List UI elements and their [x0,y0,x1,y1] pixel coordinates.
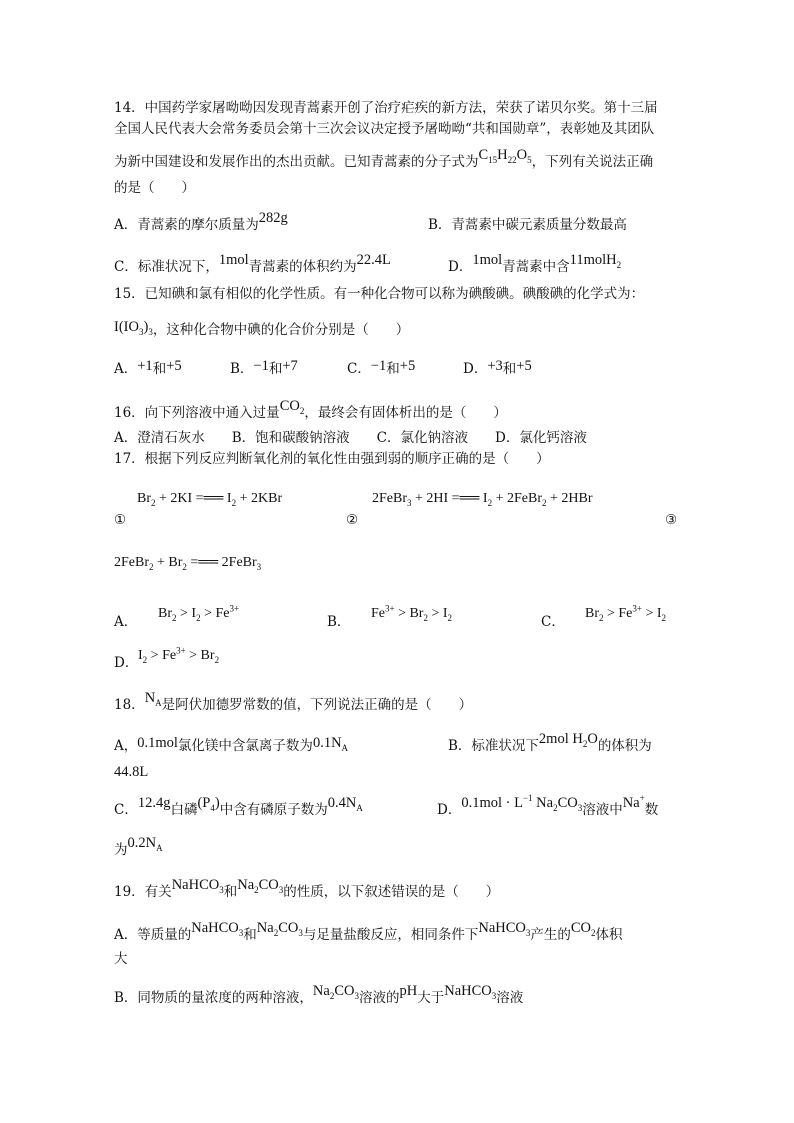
reaction-3: 2FeBr$_2$ + $Br_2$ = ══ 2FeBr$_3$ [114,553,261,573]
q17-option-d: $I_2 > Fe^{3+} > Br_2$ [138,645,220,665]
q15-option-a: A．+1和+5 [114,358,182,377]
q14-line4: 的是（ ） [114,180,195,196]
marker-2: ② [346,512,359,528]
q14-option-b: B．青蒿素中碳元素质量分数最高 [428,217,627,233]
q14-line2: 全国人民代表大会常务委员会第十三次会议决定授予屠呦呦“共和国勋章”，表彰她及其团队 [114,121,655,137]
q18-option-b-line2: 44.8L [114,764,149,780]
q14-option-c: C．标准状况下，1mol青蒿素的体积约为22.4L [114,252,391,275]
q17-option-b: $Fe^{3+} > Br_2 > I_2$ [371,603,453,623]
q14-option-a: A．青蒿素的摩尔质量为282g [114,210,288,233]
q17-option-a-label: A． [114,614,138,630]
q17-option-b-label: B． [327,614,351,630]
q14-option-d: D．1mol青蒿素中含11molH$_2$ [448,252,622,275]
q17-option-d-label: D． [114,655,139,671]
formula-11molh2: 11molH$_2$ [569,252,622,270]
formula-c15h22o5: $C_{15}H_{22}O_5$ [478,147,532,165]
q15-option-b: B．−1和+7 [230,358,298,377]
q19-line1: 19．有关NaHCO$_3$和$Na_2CO_3$的性质，以下叙述错误的是（ ） [114,877,500,900]
q16-line1: 16．向下列溶液中通入过量$CO_2$，最终会有固体析出的是（ ） [114,398,507,421]
q15-line2: $I(IO_3)_3$，这种化合物中碘的化合价分别是（ ） [114,319,410,338]
q18-option-d: D．$0.1mol \cdot L^{-1}$ $Na_2CO_3$溶液中Na+数 [437,793,659,818]
q18-option-a: A，0.1mol氯化镁中含氯离子数为$0.1N_A$ [114,735,349,754]
q15-line1: 15．已知碘和氯有相似的化学性质。有一种化合物可以称为碘酸碘。碘酸碘的化学式为： [114,286,645,302]
q18-option-c: C．12.4g白磷$(P_4)$中含有磷原子数为$0.4N_A$ [114,795,363,818]
reaction-2: 2FeBr$_3$ + 2HI = ══ $I_2$ + 2FeBr$_2$ + 2HBr [372,489,593,509]
symbol-na: $N_A$ [144,690,162,708]
q17-option-c: $Br_2 > Fe^{3+} > I_2$ [585,603,667,623]
q19-option-b: B．同物质的量浓度的两种溶液，$Na_2CO_3$溶液的pH大于NaHCO$_3$溶液 [114,983,524,1006]
q15-option-c: C．−1和+5 [347,358,416,377]
formula-co2: $CO_2$ [279,398,305,416]
q19-option-a: A．等质量的NaHCO$_3$和$Na_2CO_3$与足量盐酸反应，相同条件下NaHCO$_3$产生的$CO_2$体积 [114,920,623,943]
marker-3: ③ [665,512,678,528]
q14-line1: 14．中国药学家屠呦呦因发现青蒿素开创了治疗疟疾的新方法，荣获了诺贝尔奖。第十三届 [114,100,658,116]
q17-option-a: $Br_2 > I_2 > Fe^{3+}$ [158,603,240,623]
formula-i-io3-3: $I(IO_3)_3$ [114,319,153,337]
q14-line3: 为新中国建设和发展作出的杰出贡献。已知青蒿素的分子式为$C_{15}H_{22}O_5$，下列有关说法正确 [114,147,654,170]
q19-option-a-line2: 大 [114,951,128,967]
q17-option-c-label: C． [541,614,565,630]
marker-1: ① [114,512,127,528]
q15-option-d: D．+3和+5 [463,358,532,377]
q16-options: A．澄清石灰水 B．饱和碳酸钠溶液 C．氯化钠溶液 D．氯化钙溶液 [114,430,587,446]
q17-line1: 17．根据下列反应判断氧化剂的氧化性由强到弱的顺序正确的是（ ） [114,451,550,467]
reaction-1: $Br_2 + 2KI$ = ══ $I_2 + 2KBr$ [137,489,282,509]
q18-option-d-line2: 为$0.2N_A$ [114,835,163,858]
q18-line1: 18．$N_A$是阿伏加德罗常数的值，下列说法正确的是（ ） [114,690,473,713]
q18-option-b: B．标准状况下2mol $H_2O$的体积为 [448,731,652,754]
